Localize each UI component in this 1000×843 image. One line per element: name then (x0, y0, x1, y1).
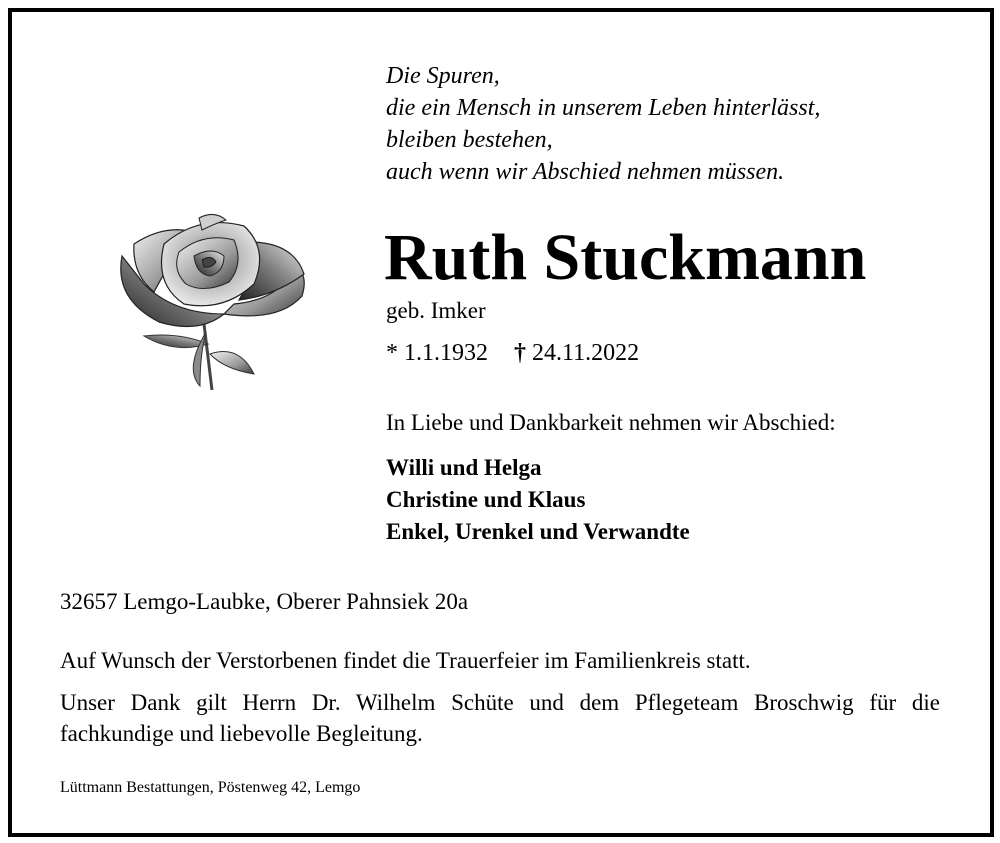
poem-line: bleiben bestehen, (386, 127, 553, 153)
mourners-list (386, 452, 690, 548)
mourner: Willi und Helga (386, 455, 542, 480)
poem-line: die ein Mensch in unserem Leben hinterlässt, (386, 95, 821, 121)
thanks-note: Unser Dank gilt Herrn Dr. Wilhelm Schüte und dem Pflegeteam Broschwig für die fachkundige und liebevolle Begleitung. (60, 690, 940, 746)
mourner: Enkel, Urenkel und Verwandte (386, 519, 690, 544)
poem (386, 60, 820, 188)
farewell-text: In Liebe und Dankbarkeit nehmen wir Abschied: (386, 410, 836, 435)
address: 32657 Lemgo-Laubke, Oberer Pahnsiek 20a (60, 589, 469, 614)
maiden-name: geb. Imker (386, 298, 486, 323)
poem-line: auch wenn wir Abschied nehmen müssen. (386, 159, 785, 185)
undertaker-info: Lüttmann Bestattungen, Pöstenweg 42, Lemgo (60, 779, 361, 796)
poem-line: Die Spuren, (386, 63, 500, 89)
rose-icon (104, 204, 314, 390)
ceremony-note: Auf Wunsch der Verstorbenen findet die Trauerfeier im Familienkreis statt. (60, 648, 751, 673)
life-dates (386, 337, 639, 369)
birth-date: * 1.1.1932 (386, 340, 488, 366)
mourner: Christine und Klaus (386, 487, 586, 512)
deceased-name: Ruth Stuckmann (384, 221, 867, 294)
cross-icon: † (514, 340, 526, 366)
death-date: 24.11.2022 (532, 340, 640, 366)
